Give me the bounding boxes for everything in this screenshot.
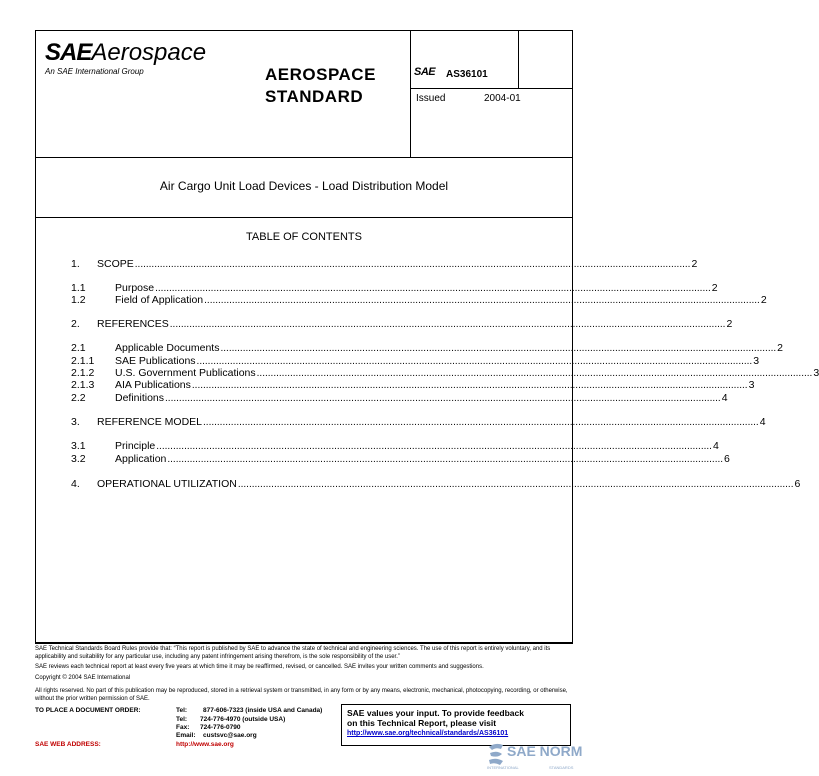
toc-entry-number: 2. — [71, 318, 80, 330]
watermark-emblem-icon — [489, 744, 503, 765]
toc-entry[interactable] — [71, 318, 733, 331]
toc-entry-number: 3. — [71, 416, 80, 428]
toc-entry-label: AIA Publications — [115, 379, 191, 391]
feedback-line1: SAE values your input. To provide feedback — [347, 708, 524, 718]
toc-heading: TABLE OF CONTENTS — [246, 231, 362, 243]
toc-entry-leader: ........................................................................................................................................................................................................ — [196, 356, 753, 367]
toc-entry-label: Application — [115, 453, 167, 465]
toc-entry-label: OPERATIONAL UTILIZATION — [97, 478, 237, 490]
fax-label: Fax: — [176, 724, 190, 731]
toc-entry-leader: ........................................................................................................................................................................................................ — [167, 454, 724, 465]
toc-entry-number: 4. — [71, 478, 80, 490]
toc-entry-leader: ........................................................................................................................................................................................................ — [165, 393, 721, 404]
toc-entry-number: 1.2 — [71, 294, 86, 306]
document-type-line2: STANDARD — [265, 87, 364, 106]
toc-entry[interactable] — [71, 294, 767, 307]
toc-entry-label: Principle — [115, 440, 156, 452]
toc-entry-page: 4 — [712, 440, 719, 452]
toc-entry[interactable] — [71, 258, 698, 271]
feedback-box — [341, 704, 571, 746]
toc-entry-number: 1.1 — [71, 282, 86, 294]
toc-entry-label: Definitions — [115, 392, 165, 404]
header-rule-2 — [35, 157, 573, 158]
toc-entry-label: REFERENCE MODEL — [97, 416, 203, 428]
toc-entry-leader: ........................................................................................................................................................................................................ — [256, 368, 813, 379]
toc-entry-page: 2 — [711, 282, 718, 294]
toc-entry-page: 6 — [724, 453, 730, 465]
page-frame — [35, 30, 573, 643]
toc-entry-number: 3.2 — [71, 453, 86, 465]
issued-date: 2004-01 — [484, 93, 521, 104]
toc-entry-leader: ........................................................................................................................................................................................................ — [237, 479, 794, 490]
toc-entry-number: 3.1 — [71, 440, 86, 452]
toc-entry-page: 3 — [748, 379, 755, 391]
watermark-main: SAE NORM — [507, 743, 583, 759]
document-title: Air Cargo Unit Load Devices - Load Distribution Model — [159, 179, 449, 193]
toc-entry-number: 1. — [71, 258, 80, 270]
toc-entry-leader: ........................................................................................................................................................................................................ — [191, 380, 748, 391]
toc-entry-page: 2 — [777, 342, 783, 354]
sae-mark: SAE — [414, 66, 436, 78]
toc-entry-label: Applicable Documents — [115, 342, 220, 354]
toc-entry-leader: ........................................................................................................................................................................................................ — [220, 343, 777, 354]
feedback-line2: on this Technical Report, please visit — [347, 718, 497, 728]
toc-entry-leader: ........................................................................................................................................................................................................ — [134, 259, 691, 270]
toc-entry-page: 4 — [721, 392, 728, 404]
web-address-link[interactable]: http://www.sae.org — [176, 741, 234, 748]
toc-entry-number: 2.1.1 — [71, 355, 95, 367]
issued-label: Issued — [416, 93, 446, 104]
feedback-link[interactable]: http://www.sae.org/technical/standards/AS36101 — [347, 730, 509, 737]
toc-entry-leader: ........................................................................................................................................................................................................ — [155, 283, 711, 294]
toc-entry[interactable] — [71, 379, 755, 392]
footer-copyright: Copyright © 2004 SAE International — [35, 675, 131, 681]
toc-entry[interactable] — [71, 342, 783, 355]
footer-review: SAE reviews each technical report at least every five years at which time it may be reaffirmed, revised, or cancelled. SAE invites your written comments and suggestions. — [35, 664, 484, 670]
toc-entry-number: 2.1 — [71, 342, 86, 354]
toc-entry-leader: ........................................................................................................................................................................................................ — [204, 295, 760, 306]
email-value[interactable]: custsvc@sae.org — [203, 732, 257, 739]
toc-entry-leader: ........................................................................................................................................................................................................ — [156, 441, 712, 452]
toc-entry-page: 3 — [753, 355, 760, 367]
tel2-label: Tel: — [176, 716, 188, 723]
tel2-value: 724-776-4970 (outside USA) — [200, 716, 286, 723]
toc-entry[interactable] — [71, 453, 730, 466]
footer-rights: All rights reserved. No part of this publication may be reproduced, stored in a retrieval system or transmitted, in any form or by any means, electronic, mechanical, photocopying, recording, or otherwise, without the prior written permission of SAE. — [35, 688, 568, 702]
title-rule — [35, 217, 573, 218]
toc-entry-number: 2.1.2 — [71, 367, 95, 379]
toc-entry-page: 2 — [726, 318, 733, 330]
header-divider-1 — [410, 30, 411, 158]
toc-entry-label: Purpose — [115, 282, 155, 294]
header-rule-1 — [410, 88, 573, 89]
toc-entry-label: REFERENCES — [97, 318, 169, 330]
toc-entry-leader: ........................................................................................................................................................................................................ — [169, 319, 726, 330]
document-type-line1: AEROSPACE — [265, 65, 376, 84]
tel1-label: Tel: — [176, 707, 188, 714]
toc-entry-page: 3 — [813, 367, 819, 379]
sae-norm-watermark — [487, 741, 587, 771]
footer-rule — [35, 643, 573, 644]
toc-entry-page: 2 — [691, 258, 698, 270]
toc-entry-label: SAE Publications — [115, 355, 196, 367]
order-label: TO PLACE A DOCUMENT ORDER: — [35, 707, 141, 714]
logo-tagline: An SAE International Group — [45, 67, 144, 76]
toc-entry-number: 2.1.3 — [71, 379, 95, 391]
toc-entry-label: Field of Application — [115, 294, 204, 306]
toc-entry-leader: ........................................................................................................................................................................................................ — [203, 417, 759, 428]
footer-rules: SAE Technical Standards Board Rules provide that: “This report is published by SAE to advance the state of technical and engineering sciences. The use of this report is entirely voluntary, and its applicability and suitability for any particular use, including any patent infringement arising therefrom, is the sole responsibility of the user.” — [35, 646, 551, 660]
toc-entry[interactable] — [71, 392, 728, 405]
toc-entry[interactable] — [71, 440, 719, 453]
toc-entry-number: 2.2 — [71, 392, 86, 404]
toc-entry-page: 6 — [794, 478, 801, 490]
sae-aerospace-logo — [45, 40, 206, 76]
toc-entry-label: SCOPE — [97, 258, 134, 270]
toc-entry-page: 2 — [760, 294, 767, 306]
toc-entry[interactable] — [71, 416, 766, 429]
watermark-left: INTERNATIONAL — [487, 765, 519, 770]
document-type — [265, 64, 376, 108]
tel1-value: 877-606-7323 (inside USA and Canada) — [203, 707, 323, 714]
toc-entry-label: U.S. Government Publications — [115, 367, 256, 379]
toc-entry[interactable] — [71, 478, 801, 491]
document-number: AS36101 — [446, 69, 488, 80]
logo-brand-sae: SAE — [45, 39, 92, 66]
web-address-label: SAE WEB ADDRESS: — [35, 741, 101, 748]
header-divider-2 — [518, 30, 519, 88]
logo-brand-aerospace: Aerospace — [91, 39, 207, 66]
email-label: Email: — [176, 732, 196, 739]
fax-value: 724-776-0790 — [200, 724, 241, 731]
watermark-right: STANDARDS — [549, 765, 574, 770]
toc-entry-page: 4 — [759, 416, 766, 428]
